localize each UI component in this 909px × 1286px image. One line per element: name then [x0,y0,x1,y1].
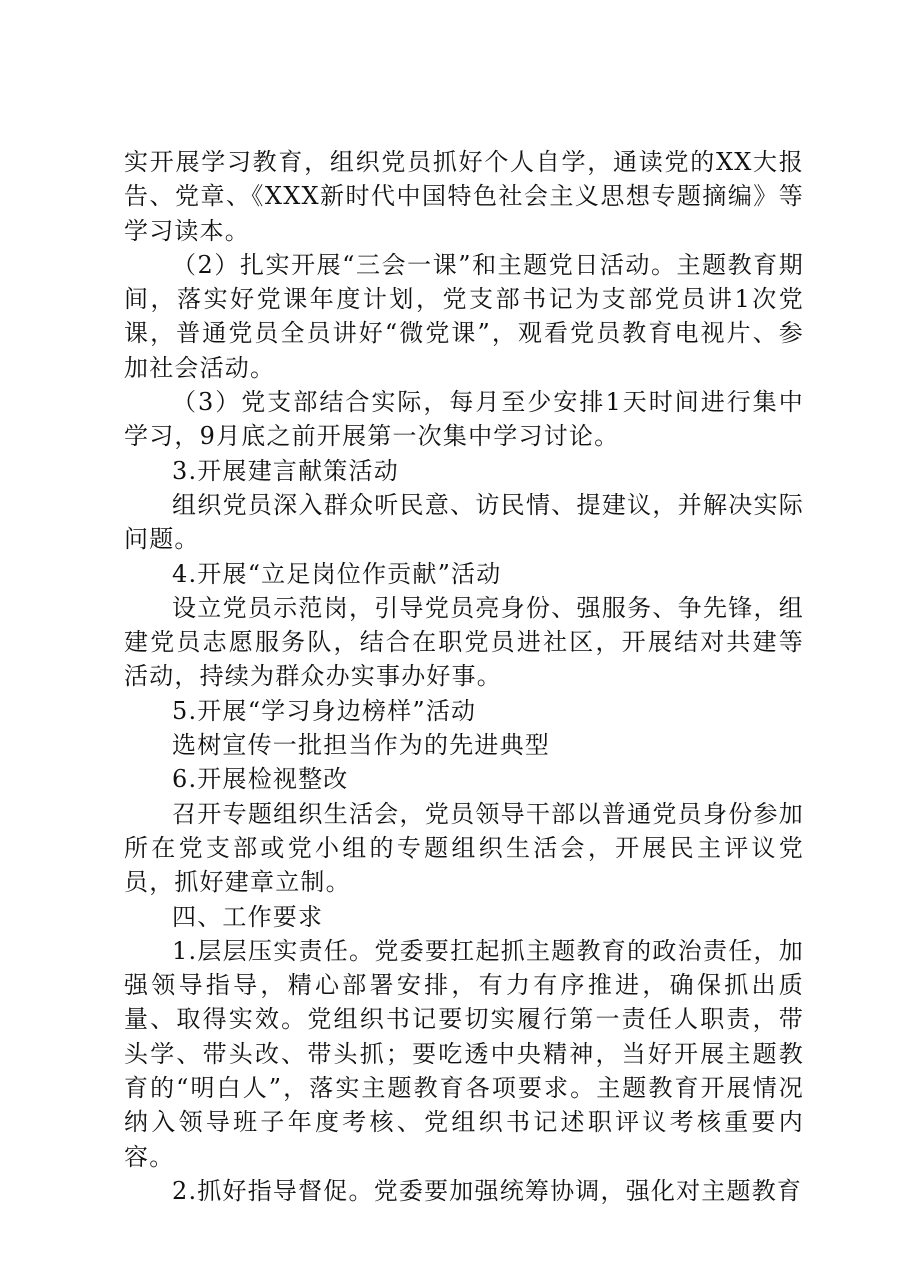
paragraph-rectification: 召开专题组织生活会，党员领导干部以普通党员身份参加所在党支部或党小组的专题组织生活会，开展民主评议党员，抓好建章立制。 [124,799,804,897]
document-body [124,145,804,1208]
paragraph-monthly-study: （3）党支部结合实际，每月至少安排1天时间进行集中学习，9月底之前开展第一次集中学习讨论。 [124,388,804,451]
heading-role-models: 5.开展“学习身边榜样”活动 [172,696,477,725]
heading-work-requirements: 四、工作要求 [172,902,324,931]
paragraph-three-meetings: （2）扎实开展“三会一课”和主题党日活动。主题教育期间，落实好党课年度计划，党支部书记为支部党员讲1次党课，普通党员全员讲好“微党课”，观看党员教育电视片、参加社会活动。 [124,250,804,382]
paragraph-study-reading: 实开展学习教育，组织党员抓好个人自学，通读党的XX大报告、党章、《XXX新时代中国特色社会主义思想专题摘编》等学习读本。 [124,148,804,245]
paragraph-responsibility: 1.层层压实责任。党委要扛起抓主题教育的政治责任，加强领导指导，精心部署安排，有力有序推进，确保抓出质量、取得实效。党组织书记要切实履行第一责任人职责，带头学、带头改、带头抓；要吃透中央精神，当好开展主题教育的“明白人”，落实主题教育各项要求。主题教育开展情况纳入领导班子年度考核、党组织书记述职评议考核重要内容。 [124,936,804,1171]
paragraph-role-models: 选树宣传一批担当作为的先进典型 [172,731,550,760]
paragraph-suggestions: 组织党员深入群众听民意、访民情、提建议，并解决实际问题。 [124,490,804,554]
heading-post-contribution: 4.开展“立足岗位作贡献”活动 [172,559,502,588]
heading-rectification: 6.开展检视整改 [172,765,349,794]
paragraph-supervision: 2.抓好指导督促。党委要加强统筹协调，强化对主题教育 [172,1176,803,1205]
paragraph-post-contribution: 设立党员示范岗，引导党员亮身份、强服务、争先锋，组建党员志愿服务队，结合在职党员进社区，开展结对共建等活动，持续为群众办实事办好事。 [124,593,804,691]
heading-suggestions-activity: 3.开展建言献策活动 [172,456,399,485]
